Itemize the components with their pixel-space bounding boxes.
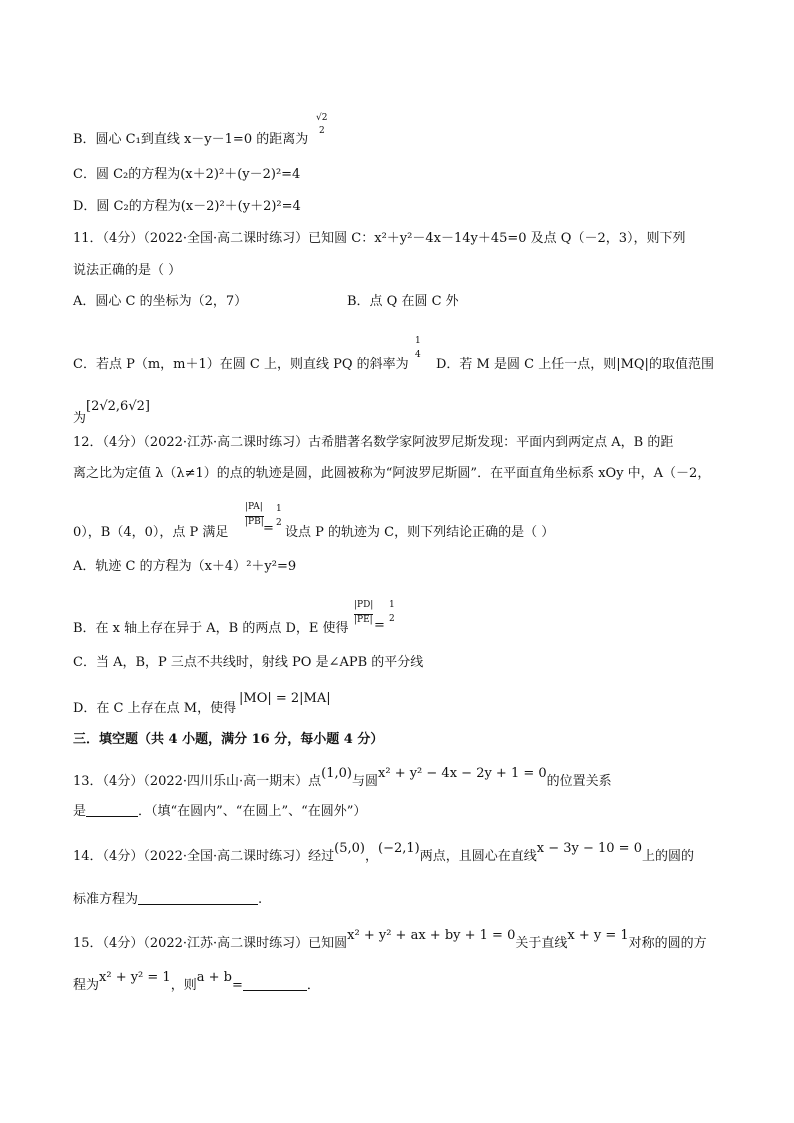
q15-answer-blank[interactable] [243,976,307,991]
q12-half-denominator: 2 [276,518,282,528]
q12-half-numerator: 1 [276,504,282,514]
q15-expression: a + b [196,970,232,985]
q15-line2-end: ． [306,978,320,993]
q13-answer-blank[interactable] [86,802,138,817]
q15-prefix: 15．（4分）（2022·江苏·高二课时练习）已知圆 [73,936,348,951]
q15-stem-line1 [73,928,707,953]
q14-suffix: 上的圆的 [641,849,694,864]
q11-option-d-prefix: 为 [73,411,87,426]
q14-stem-line2 [73,890,262,909]
q12-option-d: D．在 C 上存在点 M，使得 [73,701,237,716]
q12-stem-line3-suffix: 设点 P 的轨迹为 C，则下列结论正确的是（ ） [285,525,555,540]
q11-option-b: B．点 Q 在圆 C 外 [347,294,459,309]
q12-option-a: A．轨迹 C 的方程为（x＋4）²＋y²=9 [73,559,297,574]
q10-option-b-fraction-denominator: 2 [319,126,325,136]
q12-option-b-half-numerator: 1 [389,600,395,610]
q14-line2-suffix: . [258,892,263,907]
q14-answer-blank[interactable] [138,890,258,905]
q14-line-equation: x − 3y − 10 = 0 [536,841,642,856]
q11-option-c-fraction-numerator: 1 [415,336,421,346]
q12-stem-line2: 离之比为定值 λ（λ≠1）的点的轨迹是圆，此圆被称为“阿波罗尼斯圆”．在平面直角坐标系 xOy 中，A（－2， [73,466,711,481]
q11-stem-line2: 说法正确的是（ ） [73,263,182,278]
q10-option-d: D．圆 C₂的方程为(x－2)²＋(y＋2)²=4 [73,199,301,214]
q14-line2-prefix: 标准方程为 [73,892,139,907]
q13-line2-prefix: 是 [73,804,87,819]
q14-comma: ， [365,849,379,864]
q12-ratio-pd-pe-numerator: |PD| [354,600,374,610]
q10-option-b-fraction-numerator: √2 [316,113,328,123]
section-3-title: 三．填空题（共 4 小题，满分 16 分，每小题 4 分） [73,732,384,747]
q15-stem-line2 [73,970,320,995]
q14-point1: (5,0) [334,841,365,856]
q13-line2-suffix: ．（填“在圆内”、“在圆上”、“在圆外”） [138,804,367,819]
q11-option-d: D．若 M 是圆 C 上任一点，则|MQ|的取值范围 [436,357,714,372]
q10-option-c: C．圆 C₂的方程为(x＋2)²＋(y－2)²=4 [73,167,301,182]
q15-line2-mid: ，则 [170,978,197,993]
q14-point2: (−2,1) [378,841,420,856]
q13-suffix: 的位置关系 [546,774,612,789]
q15-circle-equation: x² + y² + ax + by + 1 = 0 [347,928,516,943]
q10-option-b [73,131,308,149]
q12-equals-sign: = [263,521,274,536]
q14-stem-line1 [73,841,694,866]
q11-option-c: C．若点 P（m，m＋1）在圆 C 上，则直线 PQ 的斜率为 [73,357,409,372]
q11-stem-line1: 11．（4分）（2022·全国·高二课时练习）已知圆 C：x²＋y²－4x－14y＋45=0 及点 Q（－2，3），则下列 [73,231,686,246]
q13-prefix: 13．（4分）（2022·四川乐山·高一期末）点 [73,774,322,789]
q13-point: (1,0) [321,766,352,781]
q14-mid: 两点，且圆心在直线 [419,849,537,864]
q15-equals: = [231,978,243,993]
q13-stem-line1 [73,766,612,791]
q13-mid: 与圆 [352,774,379,789]
q15-circle2-equation: x² + y² = 1 [99,970,171,985]
q12-ratio-pa-pb-numerator: |PA| [245,502,263,512]
q12-option-c: C．当 A，B，P 三点不共线时，射线 PO 是∠APB 的平分线 [73,655,424,670]
q12-option-b-half-denominator: 2 [389,614,395,624]
q12-option-b-equals: = [374,618,385,633]
q11-option-c-fraction-denominator: 4 [415,350,421,360]
q15-line2-prefix: 程为 [73,978,100,993]
q12-ratio-pd-pe-denominator: |PE| [354,615,373,625]
q12-stem-line3-prefix: 0），B（4，0），点 P 满足 [73,525,229,540]
q10-option-b-text: B．圆心 C₁到直线 x－y－1=0 的距离为 [73,132,309,147]
q13-circle-equation: x² + y² − 4x − 2y + 1 = 0 [378,766,547,781]
q12-ratio-pa-pb-denominator: |PB| [245,517,264,527]
q12-stem-line1: 12．（4分）（2022·江苏·高二课时练习）古希腊著名数学家阿波罗尼斯发现：平面内到两定点 A，B 的距 [73,435,674,450]
q11-option-a: A．圆心 C 的坐标为（2，7） [73,294,248,309]
q13-stem-line2 [73,802,366,821]
q15-line-equation: x + y = 1 [567,928,629,943]
q14-prefix: 14．（4分）（2022·全国·高二课时练习）经过 [73,849,335,864]
q11-option-d-line2 [73,398,150,428]
q12-option-d-formula: |MO| = 2|MA| [239,691,331,706]
q11-option-d-range: [2√2,6√2] [86,399,150,414]
q12-option-b: B．在 x 轴上存在异于 A，B 的两点 D，E 使得 [73,621,349,636]
q15-suffix: 对称的圆的方 [628,936,707,951]
q15-mid: 关于直线 [515,936,568,951]
